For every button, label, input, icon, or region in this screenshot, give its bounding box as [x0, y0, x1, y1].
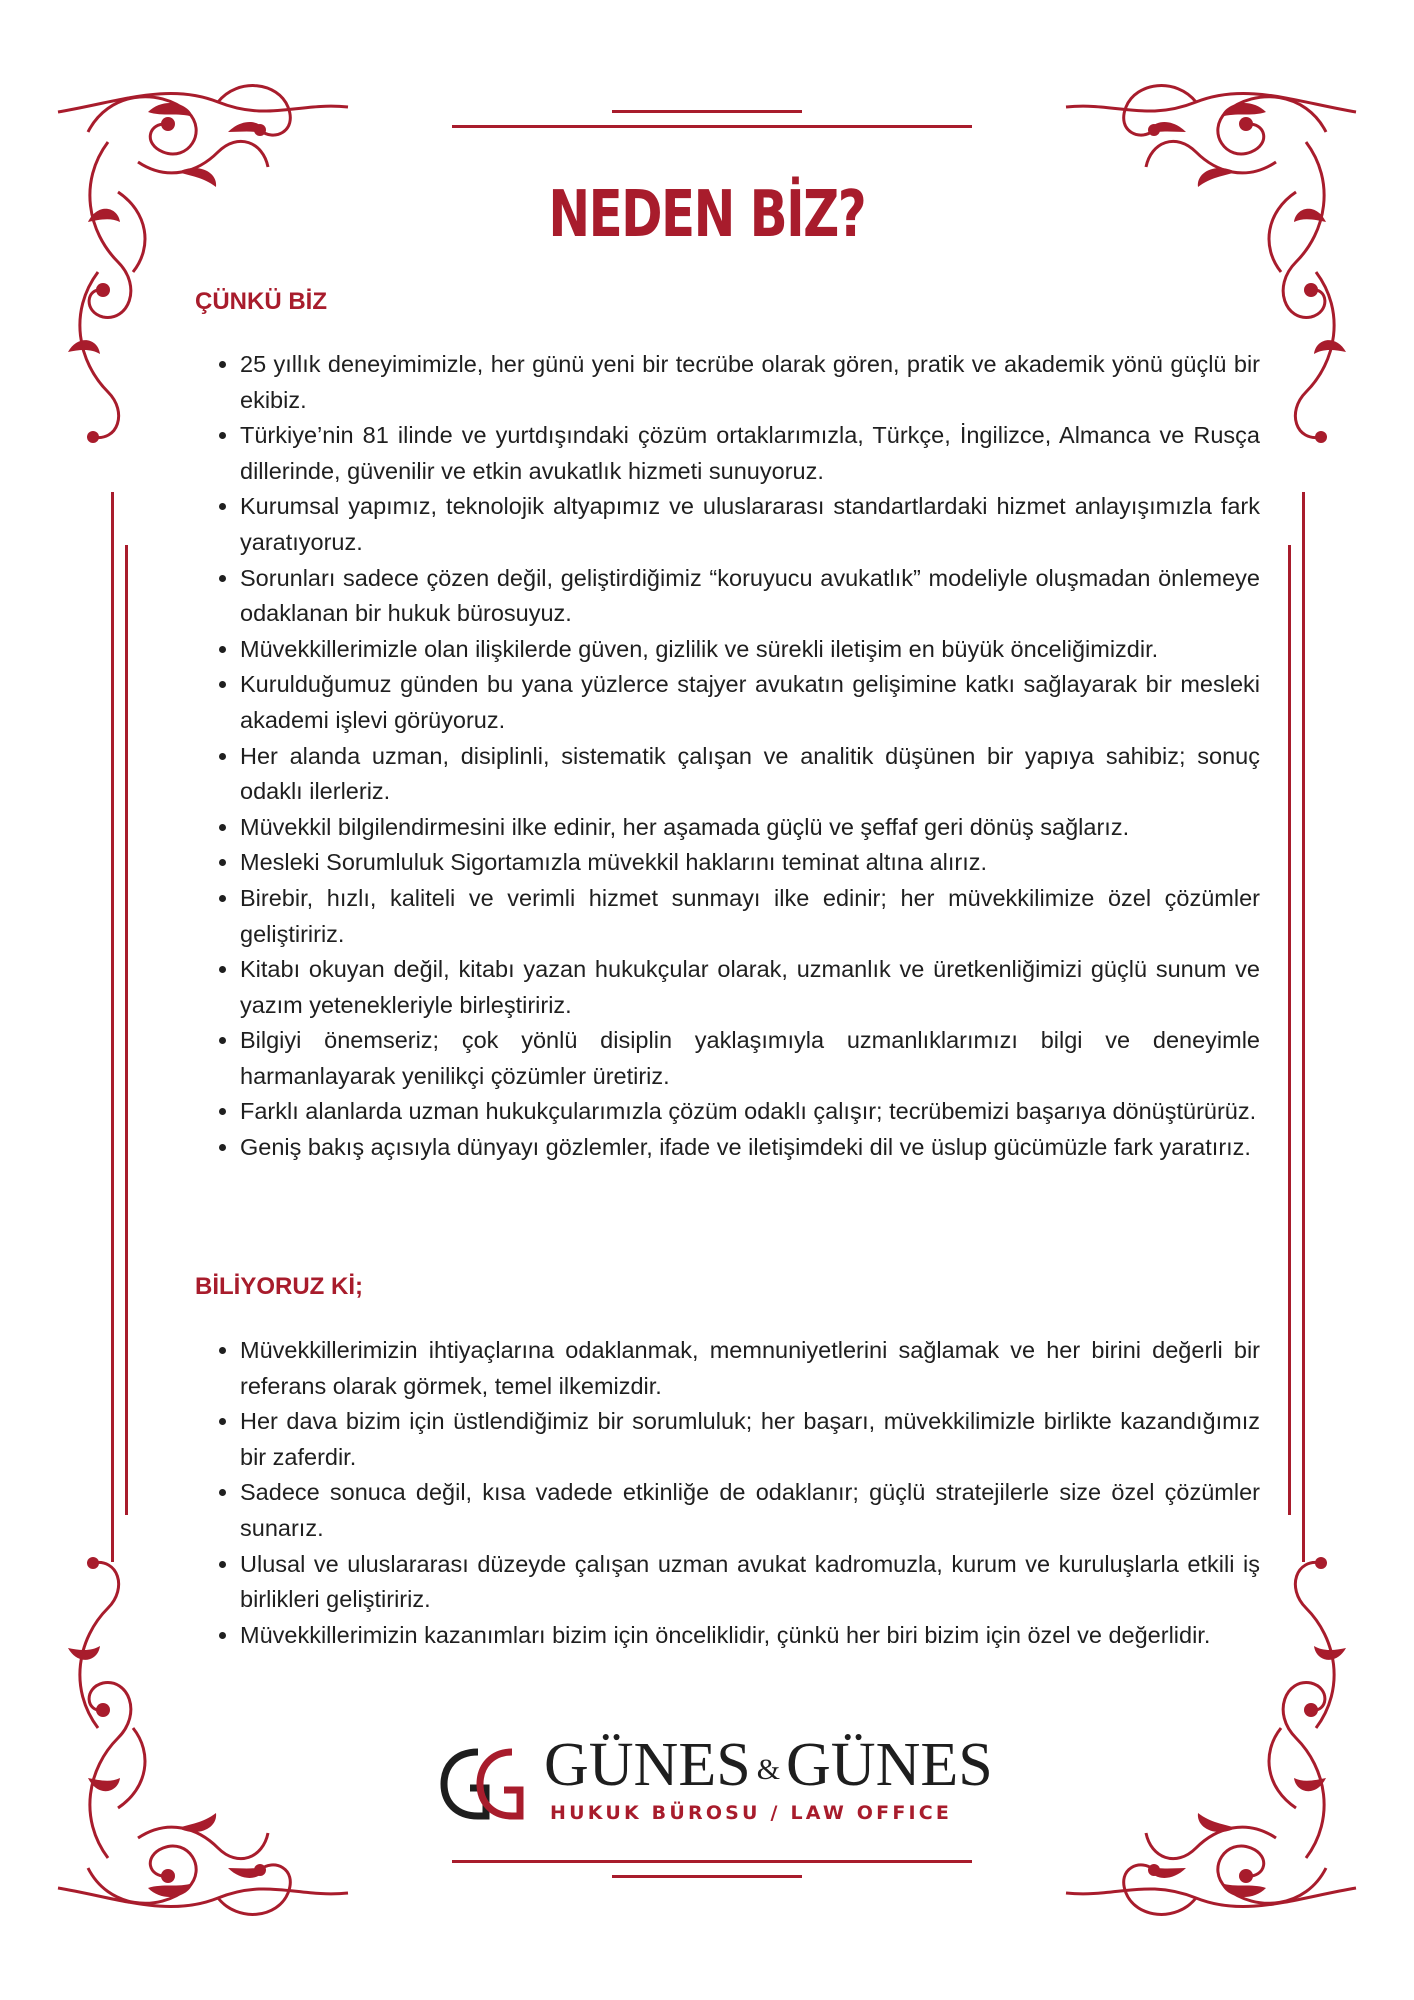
- list-item: • Ulusal ve uluslararası düzeyde çalışan uzman avukat kadromuzla, kurum ve kuruluşlarla etkili iş birlikleri geliştiririz.: [240, 1547, 1260, 1618]
- firm-logo: [440, 1731, 993, 1830]
- list-item: • Müvekkillerimizin ihtiyaçlarına odaklanmak, memnuniyetlerini sağlamak ve her birini değerli bir referans olarak görmek, temel ilkemizdir.: [240, 1333, 1260, 1404]
- right-border-line-inner: [1288, 545, 1291, 1515]
- list-item: • Müvekkillerimizin kazanımları bizim için önceliklidir, çünkü her biri bizim için özel ve değerlidir.: [240, 1618, 1260, 1654]
- list-item: • Her alanda uzman, disiplinli, sistematik çalışan ve analitik düşünen bir yapıya sahibiz; sonuç odaklı ilerleriz.: [240, 739, 1260, 810]
- logo-name-left: GÜNES: [544, 1731, 751, 1799]
- logo-subtitle: HUKUK BÜROSU / LAW OFFICE: [550, 1802, 953, 1824]
- left-border-line: [111, 492, 114, 1562]
- list-item: • Kurulduğumuz günden bu yana yüzlerce stajyer avukatın gelişimine katkı sağlayarak bir mesleki akademi işlevi görüyoruz.: [240, 667, 1260, 738]
- section-heading-biliyoruz-ki: BİLİYORUZ Kİ;: [195, 1273, 363, 1300]
- reasons-list: [200, 347, 1260, 1166]
- list-item: • Kurumsal yapımız, teknolojik altyapımız ve uluslararası standartlardaki hizmet anlayışımızla fark yaratıyoruz.: [240, 489, 1260, 560]
- principles-list: [200, 1333, 1260, 1653]
- list-item: • Kitabı okuyan değil, kitabı yazan hukukçular olarak, uzmanlık ve üretkenliğimizi güçlü sunum ve yazım yetenekleriyle birleştiririz.: [240, 952, 1260, 1023]
- gg-monogram-icon: [440, 1744, 540, 1824]
- bottom-divider: [452, 1860, 972, 1863]
- list-item: • Her dava bizim için üstlendiğimiz bir sorumluluk; her başarı, müvekkilimizle birlikte kazandığımız bir zaferdir.: [240, 1404, 1260, 1475]
- list-item: • Sorunları sadece çözen değil, geliştirdiğimiz “koruyucu avukatlık” modeliyle oluşmadan önlemeye odaklanan bir hukuk bürosuyuz.: [240, 561, 1260, 632]
- list-item: • Müvekkillerimizle olan ilişkilerde güven, gizlilik ve sürekli iletişim en büyük önceliğimizdir.: [240, 632, 1260, 668]
- list-item: • Geniş bakış açısıyla dünyayı gözlemler, ifade ve iletişimdeki dil ve üslup gücümüzle fark yaratırız.: [240, 1130, 1260, 1166]
- list-item: • Sadece sonuca değil, kısa vadede etkinliğe de odaklanır; güçlü stratejilerle size özel çözümler sunarız.: [240, 1475, 1260, 1546]
- list-item: • Müvekkil bilgilendirmesini ilke edinir, her aşamada güçlü ve şeffaf geri dönüş sağlarız.: [240, 810, 1260, 846]
- top-divider: [452, 125, 972, 128]
- right-border-line: [1302, 492, 1305, 1562]
- list-item: • 25 yıllık deneyimimizle, her günü yeni bir tecrübe olarak gören, pratik ve akademik yönü güçlü bir ekibiz.: [240, 347, 1260, 418]
- logo-name: [544, 1731, 993, 1799]
- list-item: • Mesleki Sorumluluk Sigortamızla müvekkil haklarını teminat altına alırız.: [240, 845, 1260, 881]
- page-title: NEDEN BİZ?: [548, 178, 866, 252]
- bottom-divider-short: [612, 1875, 802, 1878]
- list-item: • Birebir, hızlı, kaliteli ve verimli hizmet sunmayı ilke edinir; her müvekkilimize özel çözümler geliştiririz.: [240, 881, 1260, 952]
- logo-ampersand: &: [756, 1753, 781, 1786]
- list-item: • Bilgiyi önemseriz; çok yönlü disiplin yaklaşımıyla uzmanlıklarımızı bilgi ve deneyimle harmanlayarak yenilikçi çözümler üretiriz.: [240, 1023, 1260, 1094]
- left-border-line-inner: [125, 545, 128, 1515]
- list-item: • Farklı alanlarda uzman hukukçularımızla çözüm odaklı çalışır; tecrübemizi başarıya dönüştürürüz.: [240, 1094, 1260, 1130]
- section-heading-cunku-biz: ÇÜNKÜ BİZ: [195, 288, 327, 315]
- top-divider-short: [612, 110, 802, 113]
- logo-name-right: GÜNES: [786, 1731, 993, 1799]
- list-item: • Türkiye’nin 81 ilinde ve yurtdışındaki çözüm ortaklarımızla, Türkçe, İngilizce, Almanca ve Rusça dillerinde, güvenilir ve etkin avukatlık hizmeti sunuyoruz.: [240, 418, 1260, 489]
